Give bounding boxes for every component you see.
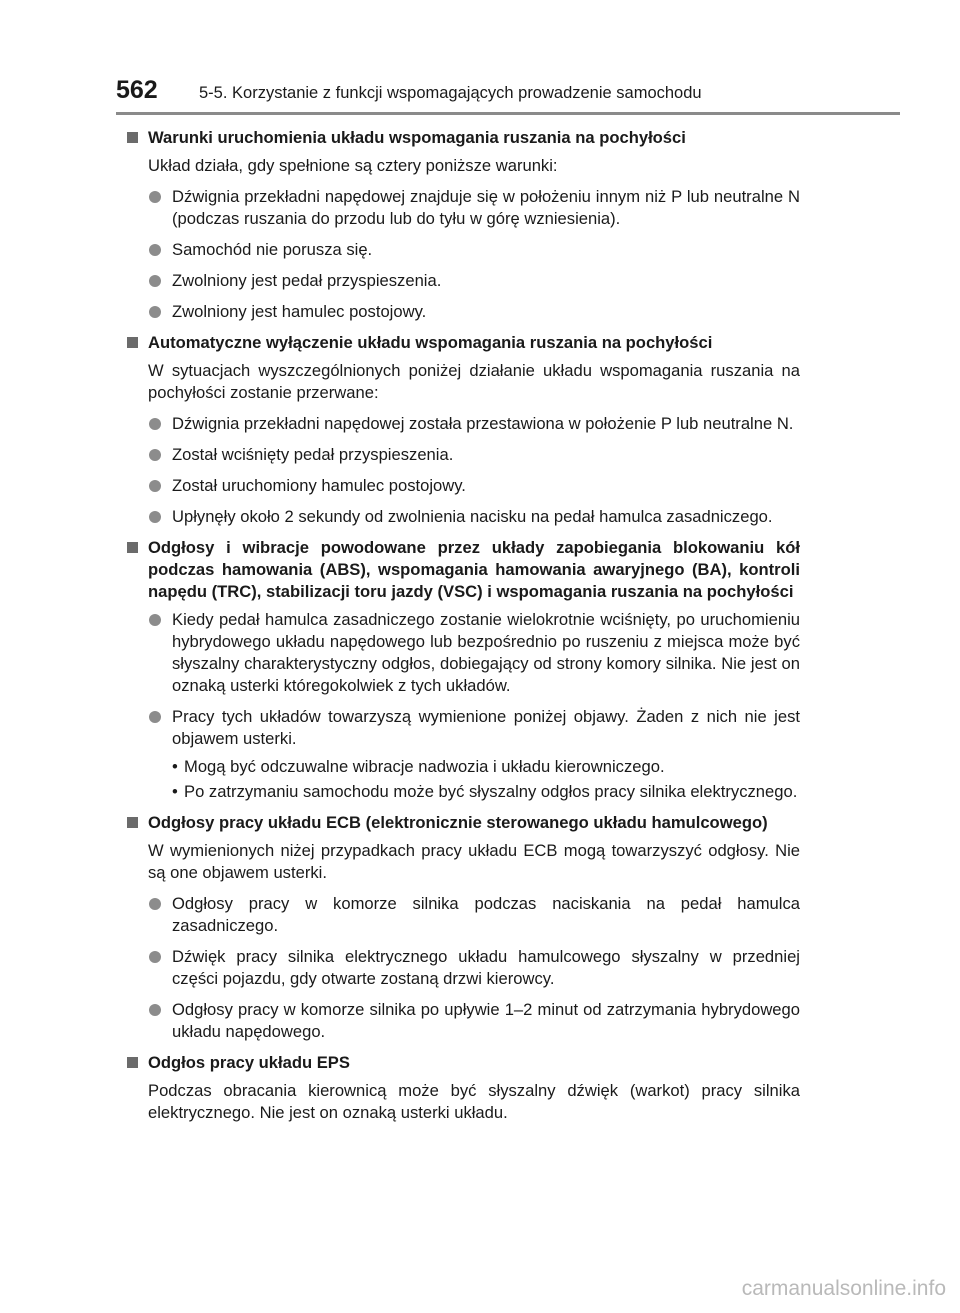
section-intro: W sytuacjach wyszczególnionych poniżej działanie układu wspomagania ruszania na pochyłości zostanie przerwane: [148,361,800,402]
list-item-text: Samochód nie porusza się. [172,240,373,259]
list-item-text: Odgłosy pracy w komorze silnika podczas naciskania na pedał hamulca zasadniczego. [172,894,800,935]
list-item [126,706,800,750]
watermark-text: carmanualsonline.info [741,1277,946,1300]
list-item-text: Został wciśnięty pedał przyspieszenia. [172,445,454,464]
chapter-title: 5-5. Korzystanie z funkcji wspomagających prowadzenie samochodu [199,84,702,102]
list-item-text: Upłynęły około 2 sekundy od zwolnienia nacisku na pedał hamulca zasadniczego. [172,507,773,526]
sub-list-item-text: Mogą być odczuwalne wibracje nadwozia i układu kierowniczego. [184,757,665,776]
bullet-dot-icon [149,511,161,523]
section-intro: W wymienionych niżej przypadkach pracy układu ECB mogą towarzyszyć odgłosy. Nie są one objawem usterki. [148,841,800,882]
bullet-dot-icon [149,306,161,318]
section-title-text: Odgłosy pracy układu ECB (elektronicznie sterowanego układu hamulcowego) [148,813,768,832]
list-item-text: Dźwignia przekładni napędowej została przestawiona w położenie P lub neutralne N. [172,414,794,433]
list-item [126,239,800,261]
section-title [126,537,800,603]
list-item-text: Zwolniony jest hamulec postojowy. [172,302,427,321]
section-eps-noise [126,1052,800,1124]
bullet-dot-icon [149,480,161,492]
section-ecb-noises [126,812,800,1043]
section-title-text: Automatyczne wyłączenie układu wspomagania ruszania na pochyłości [148,333,713,352]
section-abs-noises [126,537,800,803]
bullet-dot-icon [149,711,161,723]
sub-bullet-marker: • [172,757,178,776]
bullet-dot-icon [149,1004,161,1016]
page-number: 562 [116,76,158,104]
section-auto-cancel [126,332,800,528]
section-title [126,332,800,354]
bullet-dot-icon [149,898,161,910]
section-title [126,812,800,834]
sub-list-item [126,781,800,803]
section-title [126,1052,800,1074]
list-item-text: Zwolniony jest pedał przyspieszenia. [172,271,442,290]
section-title-text: Warunki uruchomienia układu wspomagania ruszania na pochyłości [148,128,686,147]
bullet-dot-icon [149,614,161,626]
bullet-dot-icon [149,951,161,963]
section-title [126,127,800,149]
square-marker-icon [127,1057,138,1068]
header-rule [116,112,900,115]
bullet-dot-icon [149,244,161,256]
list-item-text: Dźwignia przekładni napędowej znajduje się w położeniu innym niż P lub neutralne N (podczas ruszania do przodu lub do tyłu w górę wzniesienia). [172,187,800,228]
list-item [126,444,800,466]
sub-list-item [126,756,800,778]
page-header [116,76,906,116]
square-marker-icon [127,817,138,828]
bullet-dot-icon [149,275,161,287]
list-item [126,893,800,937]
bullet-dot-icon [149,191,161,203]
list-item [126,270,800,292]
bullet-dot-icon [149,449,161,461]
list-item [126,301,800,323]
section-intro: Podczas obracania kierownicą może być słyszalny dźwięk (warkot) pracy silnika elektrycznego. Nie jest on oznaką usterki układu. [148,1081,800,1122]
list-item [126,609,800,697]
list-item [126,186,800,230]
square-marker-icon [127,337,138,348]
section-intro: Układ działa, gdy spełnione są cztery poniższe warunki: [148,156,558,175]
square-marker-icon [127,132,138,143]
bullet-dot-icon [149,418,161,430]
square-marker-icon [127,542,138,553]
list-item [126,475,800,497]
list-item-text: Został uruchomiony hamulec postojowy. [172,476,466,495]
list-item-text: Dźwięk pracy silnika elektrycznego układu hamulcowego słyszalny w przedniej części pojazdu, gdy otwarte zostaną drzwi kierowcy. [172,947,800,988]
section-title-text: Odgłosy i wibracje powodowane przez układy zapobiegania blokowaniu kół podczas hamowania (ABS), wspomagania hamowania awaryjnego (BA), kontroli napędu (TRC), stabilizacji toru jazdy (VSC) i wspomagania ruszania na pochyłości [148,538,800,601]
list-item [126,413,800,435]
list-item [126,946,800,990]
page-content [126,127,800,1133]
section-title-text: Odgłos pracy układu EPS [148,1053,350,1072]
sub-list-item-text: Po zatrzymaniu samochodu może być słyszalny odgłos pracy silnika elektrycznego. [184,782,798,801]
section-hill-start-conditions [126,127,800,323]
sub-bullet-marker: • [172,782,178,801]
list-item [126,506,800,528]
list-item-text: Pracy tych układów towarzyszą wymienione poniżej objawy. Żaden z nich nie jest objawem usterki. [172,707,800,748]
list-item-text: Odgłosy pracy w komorze silnika po upływie 1–2 minut od zatrzymania hybrydowego układu napędowego. [172,1000,800,1041]
list-item [126,999,800,1043]
list-item-text: Kiedy pedał hamulca zasadniczego zostanie wielokrotnie wciśnięty, po uruchomieniu hybrydowego układu napędowego lub bezpośrednio po ruszeniu z miejsca może być słyszalny charakterystyczny odgłos, dobiegający od strony komory silnika. Nie jest on oznaką usterki któregokolwiek z tych układów. [172,610,800,695]
